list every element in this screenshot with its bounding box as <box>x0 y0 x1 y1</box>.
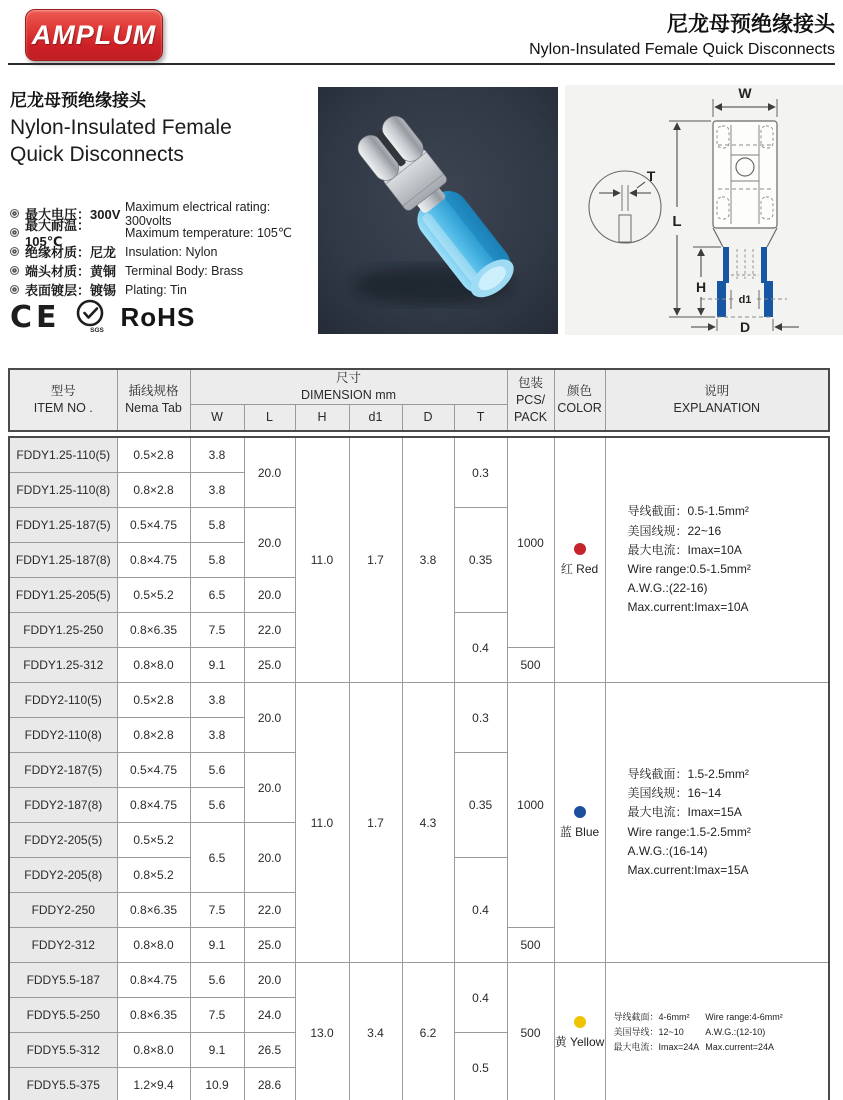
product-title-en-line2: Quick Disconnects <box>10 142 184 166</box>
connector-photo-illustration <box>318 87 558 334</box>
product-title-en <box>10 115 310 168</box>
item-no-cell: FDDY1.25-250 <box>9 613 117 648</box>
nema-tab-cell: 0.8×4.75 <box>117 788 190 823</box>
amplum-logo <box>25 9 163 61</box>
dim-label-l: L <box>672 213 682 230</box>
dimension-cell: 5.6 <box>190 753 244 788</box>
dimension-cell: 0.4 <box>454 613 507 683</box>
product-photo <box>318 87 558 334</box>
ce-mark-icon: CE <box>10 299 61 335</box>
col-header-color: 颜色 COLOR <box>554 369 605 431</box>
spec-label-en: Maximum electrical rating: 300volts <box>125 199 271 228</box>
spec-label-en: Maximum temperature: 105℃ <box>125 226 292 240</box>
nema-tab-cell: 1.2×9.4 <box>117 1068 190 1100</box>
col-header-w: W <box>190 404 244 431</box>
col-header-dimension: 尺寸 DIMENSION mm <box>190 369 507 404</box>
logo-text: AMPLUM <box>31 19 157 50</box>
spec-list <box>10 199 310 299</box>
color-dot-icon <box>574 1016 586 1028</box>
page-title-cn: 尼龙母预绝缘接头 <box>667 13 835 36</box>
dim-label-d1: d1 <box>738 294 752 306</box>
nema-tab-cell: 0.8×8.0 <box>117 928 190 963</box>
dim-label-w: W <box>738 85 752 101</box>
item-no-cell: FDDY1.25-187(8) <box>9 543 117 578</box>
dimension-cell: 3.8 <box>190 683 244 718</box>
dimension-cell: 5.6 <box>190 788 244 823</box>
dimension-cell: 7.5 <box>190 613 244 648</box>
color-dot-icon <box>574 806 586 818</box>
explanation-cell <box>605 963 829 1100</box>
spec-label-en: Plating: Tin <box>125 282 187 297</box>
nema-tab-cell: 0.8×4.75 <box>117 543 190 578</box>
product-title-cn: 尼龙母预绝缘接头 <box>10 91 146 110</box>
dimension-drawing <box>565 85 843 335</box>
dimension-cell: 0.4 <box>454 963 507 1033</box>
bullet-icon <box>10 266 19 275</box>
dimension-cell: 20.0 <box>244 437 295 508</box>
spec-label-cn: 最大电压：300V <box>25 207 121 222</box>
color-label: 红 Red <box>560 562 599 576</box>
nema-tab-cell: 0.8×8.0 <box>117 1033 190 1068</box>
dim-label-d: D <box>739 319 751 335</box>
bullet-icon <box>10 209 19 218</box>
spec-label-cn: 最大耐温：105℃ <box>25 218 91 249</box>
bullet-icon <box>10 228 19 237</box>
dimension-cell: 0.35 <box>454 753 507 858</box>
dim-label-t: T <box>646 168 656 184</box>
item-no-cell: FDDY2-187(8) <box>9 788 117 823</box>
pack-cell: 500 <box>507 928 554 963</box>
spec-row <box>10 280 310 299</box>
dimension-cell: 6.2 <box>402 963 454 1100</box>
dimension-cell: 10.9 <box>190 1068 244 1100</box>
dimension-cell: 24.0 <box>244 998 295 1033</box>
dimension-cell: 13.0 <box>295 963 349 1100</box>
spec-table-header <box>8 368 830 432</box>
dimension-cell: 25.0 <box>244 648 295 683</box>
nema-tab-cell: 0.8×4.75 <box>117 963 190 998</box>
item-no-cell: FDDY1.25-110(8) <box>9 473 117 508</box>
explanation-lines: 导线截面：1.5-2.5mm² 美国线规：16~14 最大电流：Imax=15A Wire range:1.5-2.5mm² A.W.G.:(16-14) Max.current:Imax=15A <box>627 766 751 877</box>
dimension-cell: 22.0 <box>244 893 295 928</box>
col-header-d1: d1 <box>349 404 402 431</box>
dimension-cell: 0.4 <box>454 858 507 963</box>
col-header-item-no: 型号 ITEM NO . <box>9 369 117 431</box>
nema-tab-cell: 0.5×5.2 <box>117 578 190 613</box>
dimension-cell: 0.3 <box>454 683 507 753</box>
svg-text:SGS: SGS <box>89 327 104 334</box>
col-header-pack: 包装 PCS/ PACK <box>507 369 554 431</box>
dimension-cell: 4.3 <box>402 683 454 963</box>
table-row <box>9 683 829 718</box>
table-row <box>9 963 829 998</box>
pack-cell: 500 <box>507 648 554 683</box>
spec-label-en: Terminal Body: Brass <box>125 263 244 278</box>
dimension-cell: 11.0 <box>295 437 349 683</box>
spec-label-cn: 绝缘材质：尼龙 <box>25 245 117 260</box>
pack-cell: 1000 <box>507 683 554 928</box>
spec-label-en: Insulation: Nylon <box>125 244 218 259</box>
spec-label-cn: 端头材质：黄铜 <box>25 264 117 279</box>
explanation-cell <box>605 437 829 683</box>
nema-tab-cell: 0.5×4.75 <box>117 753 190 788</box>
item-no-cell: FDDY2-205(5) <box>9 823 117 858</box>
dimension-cell: 20.0 <box>244 508 295 578</box>
spec-row <box>10 242 310 261</box>
item-no-cell: FDDY2-205(8) <box>9 858 117 893</box>
dimension-cell: 6.5 <box>190 578 244 613</box>
color-label: 黄 Yellow <box>554 1034 605 1049</box>
dimension-cell: 20.0 <box>244 578 295 613</box>
col-header-l: L <box>244 404 295 431</box>
rohs-mark: RoHS <box>120 301 196 332</box>
nema-tab-cell: 0.5×2.8 <box>117 437 190 473</box>
item-no-cell: FDDY2-187(5) <box>9 753 117 788</box>
sgs-cert-icon <box>74 298 108 336</box>
item-no-cell: FDDY2-110(8) <box>9 718 117 753</box>
dimension-cell: 0.5 <box>454 1033 507 1100</box>
col-header-explanation: 说明 EXPLANATION <box>605 369 829 431</box>
explanation-lines: 导线截面：0.5-1.5mm² 美国线规：22~16 最大电流：Imax=10A Wire range:0.5-1.5mm² A.W.G.:(22-16) Max.current:Imax=10A <box>627 504 751 615</box>
spec-row <box>10 218 310 249</box>
item-no-cell: FDDY5.5-375 <box>9 1068 117 1100</box>
item-no-cell: FDDY5.5-250 <box>9 998 117 1033</box>
bullet-icon <box>10 285 19 294</box>
nema-tab-cell: 0.8×8.0 <box>117 648 190 683</box>
dimension-cell: 0.35 <box>454 508 507 613</box>
item-no-cell: FDDY2-110(5) <box>9 683 117 718</box>
dimension-cell: 3.4 <box>349 963 402 1100</box>
dimension-cell: 9.1 <box>190 1033 244 1068</box>
dimension-cell: 5.8 <box>190 508 244 543</box>
col-header-t: T <box>454 404 507 431</box>
col-header-nema-tab: 插线规格 Nema Tab <box>117 369 190 431</box>
col-header-d: D <box>402 404 454 431</box>
nema-tab-cell: 0.8×6.35 <box>117 613 190 648</box>
dimension-cell: 6.5 <box>190 823 244 893</box>
nema-tab-cell: 0.8×5.2 <box>117 858 190 893</box>
nema-tab-cell: 0.8×2.8 <box>117 718 190 753</box>
dimension-cell: 3.8 <box>402 437 454 683</box>
dimension-cell: 20.0 <box>244 683 295 753</box>
page-title-en: Nylon-Insulated Female Quick Disconnects <box>529 41 835 58</box>
item-no-cell: FDDY5.5-312 <box>9 1033 117 1068</box>
pack-cell: 500 <box>507 963 554 1100</box>
dimension-cell: 9.1 <box>190 928 244 963</box>
explanation-cell <box>605 683 829 963</box>
item-no-cell: FDDY1.25-187(5) <box>9 508 117 543</box>
dimension-cell: 7.5 <box>190 893 244 928</box>
color-dot-icon <box>574 543 586 555</box>
col-header-h: H <box>295 404 349 431</box>
color-cell <box>554 963 605 1100</box>
item-no-cell: FDDY2-250 <box>9 893 117 928</box>
dimension-diagram <box>565 85 843 335</box>
certification-logos <box>10 298 195 336</box>
dimension-cell: 5.8 <box>190 543 244 578</box>
page-header-titles <box>529 8 835 59</box>
dimension-cell: 20.0 <box>244 753 295 823</box>
pack-cell: 1000 <box>507 437 554 648</box>
dimension-cell: 26.5 <box>244 1033 295 1068</box>
nema-tab-cell: 0.5×2.8 <box>117 683 190 718</box>
dimension-cell: 0.3 <box>454 437 507 508</box>
dimension-cell: 3.8 <box>190 437 244 473</box>
dimension-cell: 20.0 <box>244 963 295 998</box>
explanation-lines: 导线截面：4-6mm² 美国导线：12~10 最大电流：Imax=24A <box>613 1011 700 1053</box>
color-label: 蓝 Blue <box>559 824 600 839</box>
spec-label-cn: 表面镀层：镀锡 <box>25 283 117 298</box>
dimension-cell: 25.0 <box>244 928 295 963</box>
color-cell <box>554 437 605 683</box>
dimension-cell: 3.8 <box>190 473 244 508</box>
item-no-cell: FDDY5.5-187 <box>9 963 117 998</box>
spec-table-body <box>8 436 830 1100</box>
nema-tab-cell: 0.5×4.75 <box>117 508 190 543</box>
nema-tab-cell: 0.5×5.2 <box>117 823 190 858</box>
nema-tab-cell: 0.8×2.8 <box>117 473 190 508</box>
item-no-cell: FDDY1.25-110(5) <box>9 437 117 473</box>
item-no-cell: FDDY1.25-312 <box>9 648 117 683</box>
table-row <box>9 437 829 473</box>
dimension-cell: 11.0 <box>295 683 349 963</box>
dimension-cell: 22.0 <box>244 613 295 648</box>
spec-row <box>10 261 310 280</box>
dimension-cell: 1.7 <box>349 683 402 963</box>
header-divider <box>8 63 835 65</box>
nema-tab-cell: 0.8×6.35 <box>117 998 190 1033</box>
dimension-cell: 5.6 <box>190 963 244 998</box>
dimension-cell: 28.6 <box>244 1068 295 1100</box>
dimension-cell: 9.1 <box>190 648 244 683</box>
item-no-cell: FDDY1.25-205(5) <box>9 578 117 613</box>
dimension-cell: 7.5 <box>190 998 244 1033</box>
nema-tab-cell: 0.8×6.35 <box>117 893 190 928</box>
dimension-cell: 20.0 <box>244 823 295 893</box>
product-info-panel <box>10 86 310 336</box>
explanation-lines: Wire range:4-6mm² A.W.G.:(12-10) Max.current=24A <box>705 1011 783 1053</box>
bullet-icon <box>10 247 19 256</box>
dimension-cell: 1.7 <box>349 437 402 683</box>
product-title-en-line1: Nylon-Insulated Female <box>10 116 232 139</box>
dim-label-h: H <box>695 279 707 295</box>
color-cell <box>554 683 605 963</box>
spec-table-rows <box>9 437 829 1100</box>
item-no-cell: FDDY2-312 <box>9 928 117 963</box>
dimension-cell: 3.8 <box>190 718 244 753</box>
